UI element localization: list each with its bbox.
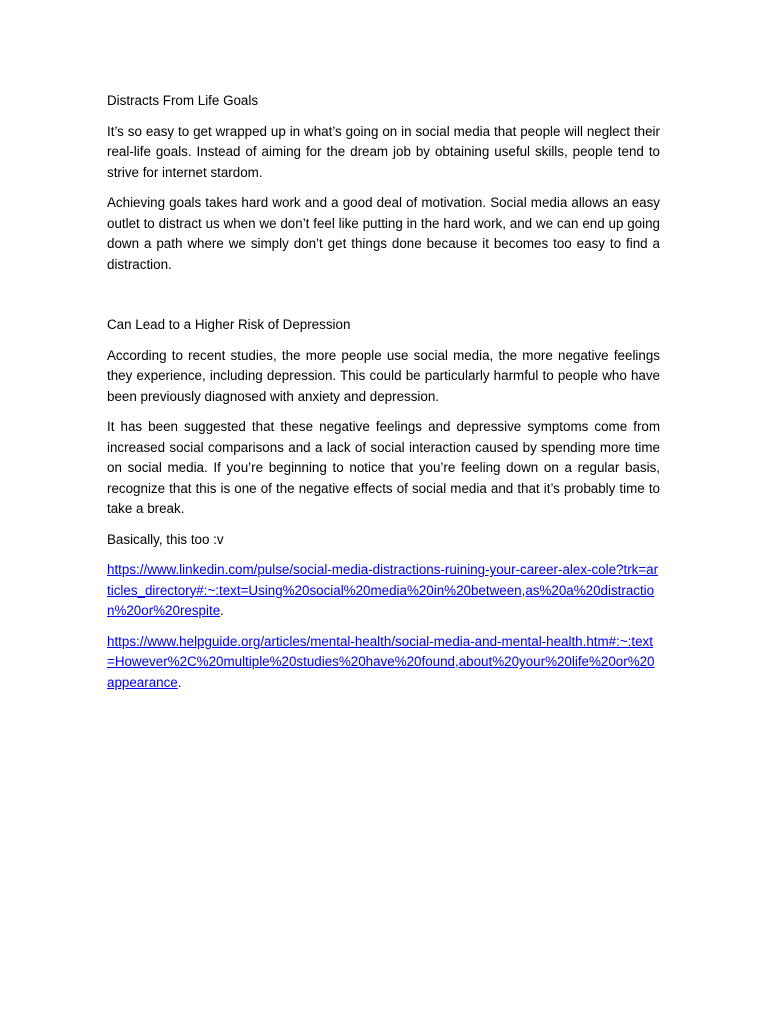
note-text: Basically, this too :v [107,531,224,547]
section-spacer [107,285,660,315]
link-paragraph-linkedin [107,560,660,622]
document-page [107,91,660,703]
section-heading-depression: Can Lead to a Higher Risk of Depression [107,317,351,332]
helpguide-link[interactable]: https://www.helpguide.org/articles/mental-health/social-media-and-mental-health.htm#:~:text=However%2C%20multiple%20studies%20have%20found,about%20your%20life%20or%20appearance [107,633,655,690]
paragraph: It has been suggested that these negative feelings and depressive symptoms come from increased social comparisons and a lack of social interaction caused by spending more time on social media. If you’re beginning to notice that you’re feeling down on a regular basis, recognize that this is one of the negative effects of social media and that it’s probably time to take a break. [107,419,660,516]
linkedin-link[interactable]: https://www.linkedin.com/pulse/social-media-distractions-ruining-your-career-alex-cole?trk=articles_directory#:~:text=Using%20social%20media%20in%20between,as%20a%20distraction%20or%20respite [107,562,659,618]
link-suffix: . [220,603,224,618]
paragraph: Achieving goals takes hard work and a good deal of motivation. Social media allows an easy outlet to distract us when we don’t feel like putting in the hard work, and we can end up going down a path where we simply don’t get things done because it becomes too easy to find a distraction. [107,195,660,272]
section-heading-life-goals: Distracts From Life Goals [107,93,259,108]
paragraph: It’s so easy to get wrapped up in what’s going on in social media that people will neglect their real-life goals. Instead of aiming for the dream job by obtaining useful skills, people tend to strive for internet stardom. [107,123,660,180]
link-suffix: . [177,674,182,690]
paragraph: According to recent studies, the more people use social media, the more negative feelings they experience, including depression. This could be particularly harmful to people who have been previously diagnosed with anxiety and depression. [107,347,660,404]
link-paragraph-helpguide [107,632,660,694]
